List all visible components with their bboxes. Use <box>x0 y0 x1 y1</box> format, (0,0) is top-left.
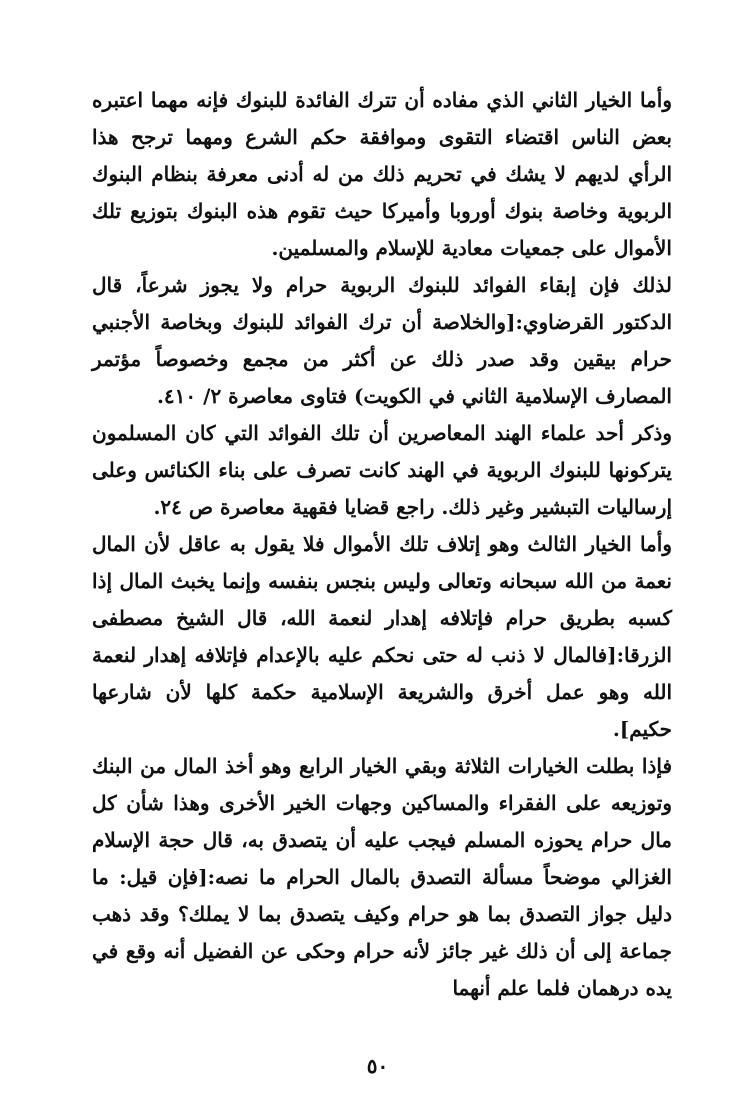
paragraph-india-scholars: وذكر أحد علماء الهند المعاصرين أن تلك الفوائد التي كان المسلمون يتركونها للبنوك الربوية في الهند كانت تصرف على بناء الكنائس وعلى إرساليات التبشير وغير ذلك. راجع قضايا فقهية معاصرة ص ٢٤. <box>92 421 672 519</box>
paragraph-third-option: وأما الخيار الثالث وهو إتلاف تلك الأموال فلا يقول به عاقل لأن المال نعمة من الله سبحانه وتعالى وليس بنجس بنفسه وإنما يخبث المال إذا كسبه بطريق حرام فإتلافه إهدار لنعمة الله، قال الشيخ مصطفى الزرقا:[فالمال لا ذنب له حتى نحكم عليه بالإعدام فإتلافه إهدار لنعمة الله وهو عمل أخرق والشريعة الإسلامية حكمة كلها لأن شارعها حكيم]. <box>92 532 672 741</box>
paragraph-qaradawi-quote: لذلك فإن إبقاء الفوائد للبنوك الربوية حرام ولا يجوز شرعاً، قال الدكتور القرضاوي:[والخلاصة أن ترك الفوائد للبنوك وبخاصة الأجنبي حرام بيقين وقد صدر ذلك عن أكثر من مجمع وخصوصاً مؤتمر المصارف الإسلامية الثاني في الكويت) فتاوى معاصرة ٢/ ٤١٠. <box>92 273 672 408</box>
page-number: ٥٠ <box>366 1054 389 1078</box>
paragraph-second-option: وأما الخيار الثاني الذي مفاده أن تترك الفائدة للبنوك فإنه مهما اعتبره بعض الناس اقتضاء التقوى وموافقة حكم الشرع ومهما ترجح هذا الرأي لديهم لا يشك في تحريم ذلك من له أدنى معرفة بنظام البنوك الربوية وخاصة بنوك أوروبا وأميركا حيث تقوم هذه البنوك بتوزيع تلك الأموال على جمعيات معادية للإسلام والمسلمين. <box>92 88 672 260</box>
paragraph-fourth-option: فإذا بطلت الخيارات الثلاثة وبقي الخيار الرابع وهو أخذ المال من البنك وتوزيعه على الفقراء والمساكين وجهات الخير الأخرى وهذا شأن كل مال حرام يحوزه المسلم فيجب عليه أن يتصدق به، قال حجة الإسلام الغزالي موضحاً مسألة التصدق بالمال الحرام ما نصه:[فإن قيل: ما دليل جواز التصدق بما هو حرام وكيف يتصدق بما لا يملك؟ وقد ذهب جماعة إلى أن ذلك غير جائز لأنه حرام وحكى عن الفضيل أنه وقع في يده درهمان فلما علم أنهما <box>92 754 672 1000</box>
body-text <box>92 82 672 1007</box>
